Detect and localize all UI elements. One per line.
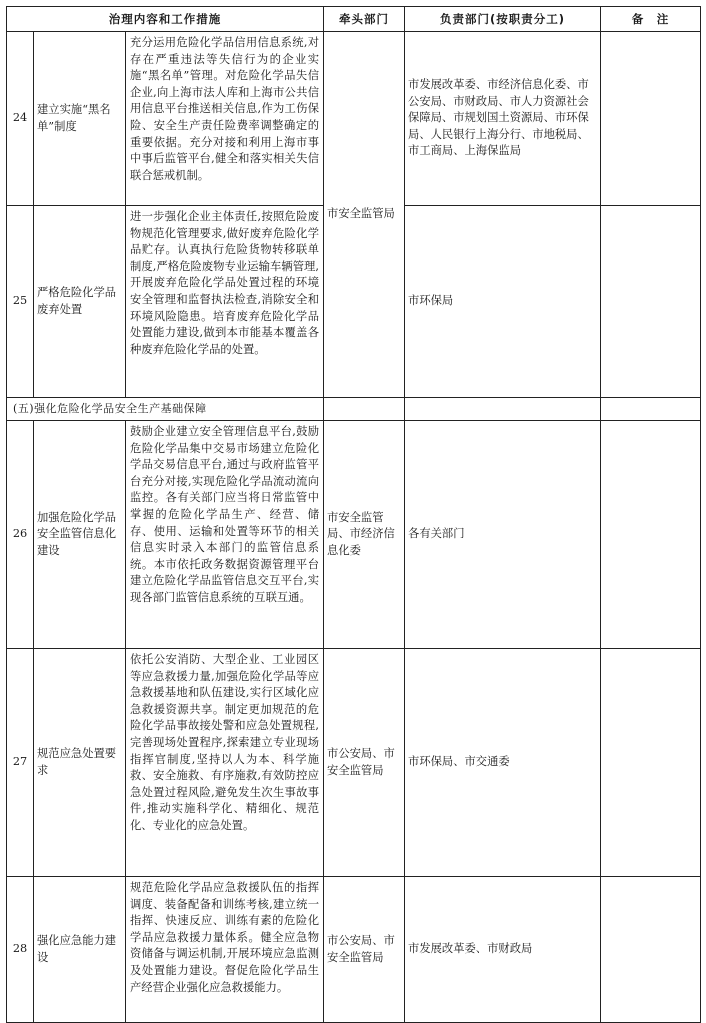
header-content: 治理内容和工作措施 bbox=[7, 7, 324, 32]
table-row bbox=[7, 32, 701, 206]
section-lead-empty bbox=[324, 398, 405, 421]
row-measure: 进一步强化企业主体责任,按照危险废物规范化管理要求,做好废弃危险化学品贮存。认真执行危险货物转移联单制度,严格危险废物专业运输车辆管理,开展废弃危险化学品处置过程的环境安全管理和监督执法检查,消除安全和环境风险隐患。培育废弃危险化学品处置能力建设,做到本市能基本覆盖各种废弃危险化学品的处置。 bbox=[126, 206, 324, 398]
row-lead-dept: 市安全监管局、市经济信息化委 bbox=[324, 421, 405, 649]
row-remark bbox=[601, 649, 701, 877]
row-remark bbox=[601, 32, 701, 206]
row-responsible-dept: 市环保局 bbox=[405, 206, 601, 398]
section-row bbox=[7, 398, 701, 421]
section-remark-empty bbox=[601, 398, 701, 421]
row-remark bbox=[601, 206, 701, 398]
row-number: 28 bbox=[7, 877, 34, 1023]
row-responsible-dept: 市环保局、市交通委 bbox=[405, 649, 601, 877]
measures-table bbox=[6, 6, 701, 1023]
row-number: 27 bbox=[7, 649, 34, 877]
row-title: 强化应急能力建设 bbox=[34, 877, 126, 1023]
row-measure: 规范危险化学品应急救援队伍的指挥调度、装备配备和训练考核,建立统一指挥、快速反应、训练有素的危险化学品应急救援力量体系。健全应急物资储备与调运机制,开展环境应急监测及处置能力建设。督促危险化学品生产经营企业强化应急救援能力。 bbox=[126, 877, 324, 1023]
header-row bbox=[7, 7, 701, 32]
row-title: 规范应急处置要求 bbox=[34, 649, 126, 877]
section-heading: (五)强化危险化学品安全生产基础保障 bbox=[7, 398, 324, 421]
row-responsible-dept: 市发展改革委、市经济信息化委、市公安局、市财政局、市人力资源社会保障局、市规划国土资源局、市环保局、人民银行上海分行、市地税局、市工商局、上海保监局 bbox=[405, 32, 601, 206]
row-measure: 充分运用危险化学品信用信息系统,对存在严重违法等失信行为的企业实施“黑名单”管理。对危险化学品失信企业,向上海市法人库和上海市公共信用信息平台推送相关信息,作为工伤保险、安全生产责任险费率调整确定的重要依据。充分对接和利用上海市事中事后监管平台,健全和落实相关失信联合惩戒机制。 bbox=[126, 32, 324, 206]
row-responsible-dept: 市发展改革委、市财政局 bbox=[405, 877, 601, 1023]
header-responsible: 负责部门(按职责分工) bbox=[405, 7, 601, 32]
table-row bbox=[7, 877, 701, 1023]
row-lead-dept: 市公安局、市安全监管局 bbox=[324, 649, 405, 877]
row-title: 加强危险化学品安全监管信息化建设 bbox=[34, 421, 126, 649]
row-remark bbox=[601, 877, 701, 1023]
row-number: 26 bbox=[7, 421, 34, 649]
table-row bbox=[7, 649, 701, 877]
row-title: 严格危险化学品废弃处置 bbox=[34, 206, 126, 398]
table-row bbox=[7, 421, 701, 649]
row-responsible-dept: 各有关部门 bbox=[405, 421, 601, 649]
section-responsible-empty bbox=[405, 398, 601, 421]
row-number: 25 bbox=[7, 206, 34, 398]
row-number: 24 bbox=[7, 32, 34, 206]
row-title: 建立实施“黑名单”制度 bbox=[34, 32, 126, 206]
row-measure: 依托公安消防、大型企业、工业园区等应急救援力量,加强危险化学品等应急救援基地和队伍建设,实行区域化应急救援资源共享。制定更加规范的危险化学品事故接处警和应急处置规程,完善现场处置程序,探索建立专业现场指挥官制度,坚持以人为本、科学施救、安全施救、有序施救,有效防控应急处置过程风险,避免发生次生事故事件,推动实施科学化、精细化、规范化、专业化的应急处置。 bbox=[126, 649, 324, 877]
row-lead-dept: 市公安局、市安全监管局 bbox=[324, 877, 405, 1023]
row-lead-dept: 市安全监管局 bbox=[324, 32, 405, 398]
row-measure: 鼓励企业建立安全管理信息平台,鼓励危险化学品集中交易市场建立危险化学品交易信息平台,通过与政府监管平台充分对接,实现危险化学品流动流向监控。各有关部门应当将日常监管中掌握的危险化学品生产、经营、储存、使用、运输和处置等环节的相关信息实时录入本部门的监管信息系统。本市依托政务数据资源管理平台建立危险化学品监管信息交互平台,实现各部门监管信息系统的互联互通。 bbox=[126, 421, 324, 649]
header-remark: 备 注 bbox=[601, 7, 701, 32]
header-lead: 牵头部门 bbox=[324, 7, 405, 32]
row-remark bbox=[601, 421, 701, 649]
